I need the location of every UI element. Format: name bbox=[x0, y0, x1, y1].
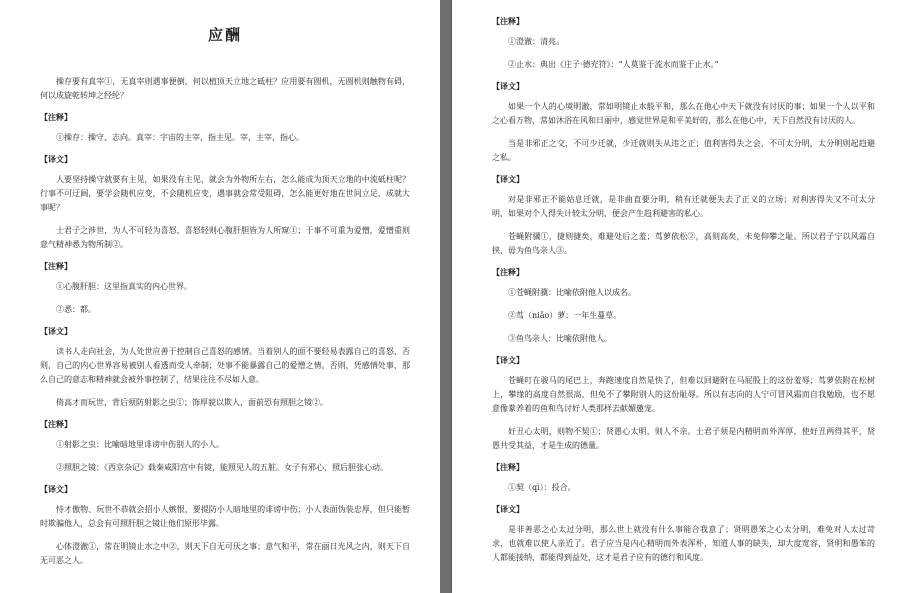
paragraph: ②止水：典出《庄子·德充符》：“人莫鉴于流水而鉴于止水。” bbox=[508, 60, 719, 69]
section-heading: 【译文】 bbox=[492, 355, 524, 365]
page-gutter bbox=[440, 0, 452, 593]
section-heading: 【译文】 bbox=[40, 326, 72, 336]
section-heading: 【注释】 bbox=[492, 16, 524, 26]
paragraph: 当是非邪正之交，不可少迁就，少迁就则失从违之正；值利害得失之会，不可太分明，太分明则起趋避之私。 bbox=[492, 139, 875, 162]
paragraph: 心体澄澈①，常在明镜止水之中②，则天下自无可厌之事；意气和平，常在丽日光风之内，则天下自无可恶之人。 bbox=[40, 542, 410, 565]
section-heading: 【译文】 bbox=[492, 174, 524, 184]
paragraph: ①契（qì）：投合。 bbox=[508, 483, 576, 492]
paragraph: ②照胆之镜：《西京杂记》载秦咸阳宫中有镜，能照见人的五脏。女子有邪心，照后胆张心动。 bbox=[56, 463, 388, 472]
left-page-content bbox=[40, 75, 410, 568]
paragraph: 读书人走向社会，为人处世应善于控制自己喜怒的感情。当着别人的面不要轻易表露自己的喜怒，否则，自己的内心世界容易被别人看透而受人牵制；处事不能暴露自己的爱憎之情。否则，凭感情处事，那么自己的意志和精神就会被外事控制了，结果往往不尽如人意。 bbox=[40, 347, 410, 384]
paragraph: 苍蝇附骥①，捷则捷矣，难避处后之羞；茑萝依松②，高则高矣，未免仰攀之耻。所以君子宁以风霜自挟，毋为鱼鸟亲人③。 bbox=[492, 232, 875, 255]
section-heading: 【译文】 bbox=[492, 81, 524, 91]
paragraph: 士君子之涉世，为人不可轻为喜怒，喜怒轻则心腹肝胆皆为人所窥①；于事不可重为爱憎，爱憎重则意气精神悉为物所制②。 bbox=[40, 226, 410, 249]
section-heading: 【译文】 bbox=[40, 154, 72, 164]
paragraph: 好丑心太明，则物不契①；贤愚心太明，则人不亲。士君子须是内精明而外浑厚，使好丑两得其平，贤愚共受其益，才是生成的德量。 bbox=[492, 427, 875, 450]
paragraph: 倚高才而玩世，背后须防射影之虫①；饰厚貌以欺人，面前恐有照胆之镜②。 bbox=[56, 398, 328, 407]
paragraph: ①澄澈：清亮。 bbox=[508, 37, 564, 46]
paragraph: 对是非邪正不能姑息迁就，是非曲直要分明，稍有迁就便失去了正义的立场；对利害得失又不可太分明，如果对个人得失计较太分明，便会产生趋利避害的私心。 bbox=[492, 195, 875, 218]
section-heading: 【译文】 bbox=[40, 484, 72, 494]
section-heading: 【注释】 bbox=[40, 112, 72, 122]
paragraph: 苍蝇叮在骏马的尾巴上，奔跑速度自然是快了，但难以回避附在马屁股上的这份羞辱；茑萝依附在松树上，攀缘的高度自然很高，但免不了攀附别人的这份耻辱。所以有志向的人宁可冒风霜而自我勉励，也不愿意像豢养着的鱼和鸟讨好人类那样去献媚邀宠。 bbox=[492, 376, 875, 413]
paragraph: 如果一个人的心境明澈，常如明镜止水般平和，那么在他心中天下就没有讨厌的事；如果一个人以平和之心看万物，常如沐浴在风和日丽中，感觉世界是和平美好的，那么在他心中，天下自然没有讨厌的人。 bbox=[492, 102, 875, 125]
paragraph: 操存要有真宰①，无真宰则遇事便倒，何以植顶天立地之砥柱？应用要有圆机，无圆机则触物有碍，何以成旋乾转坤之经纶？ bbox=[40, 77, 410, 100]
right-page bbox=[452, 0, 899, 593]
paragraph: ①射影之虫：比喻暗地里诽谤中伤别人的小人。 bbox=[56, 440, 224, 449]
section-heading: 【注释】 bbox=[492, 462, 524, 472]
section-heading: 【注释】 bbox=[492, 267, 524, 277]
left-page bbox=[0, 0, 440, 593]
paragraph: 恃才傲物、玩世不恭就会招小人嫉恨，要提防小人暗地里的诽谤中伤；小人表面伪装忠厚，但只能暂时欺骗他人，总会有可照肝胆之镜让他们原形毕露。 bbox=[40, 505, 410, 528]
section-heading: 【译文】 bbox=[492, 504, 524, 514]
paragraph: ③鱼鸟亲人：比喻依附他人。 bbox=[508, 334, 612, 343]
paragraph: ①操存：操守、志向。真宰：宇宙的主宰，指主见。宰，主宰，指心。 bbox=[56, 133, 304, 142]
section-heading: 【注释】 bbox=[40, 419, 72, 429]
paragraph: ①苍蝇附骥：比喻依附他人以成名。 bbox=[508, 288, 636, 297]
paragraph: ②悉：都。 bbox=[56, 305, 96, 314]
paragraph: ①心腹肝胆：这里指真实的内心世界。 bbox=[56, 282, 192, 291]
section-heading: 【注释】 bbox=[40, 261, 72, 271]
paragraph: ②茑（niǎo）萝：一年生蔓草。 bbox=[508, 311, 622, 320]
paragraph: 人要坚持操守就要有主见，如果没有主见，就会为外物所左右，怎么能成为顶天立地的中流砥柱呢？行事不可迂阔，要学会随机应变，不会随机应变，遇事就会常受阻碍，怎么能更好地在世间立足，成就大事呢？ bbox=[40, 175, 410, 212]
page-title: 应酬 bbox=[207, 26, 242, 44]
right-page-content bbox=[492, 16, 875, 565]
paragraph: 是非善恶之心太过分明，那么世上就没有什么事能合我意了；贤明愚笨之心太分明，难免对人太过苛求，也就难以使人亲近了。君子应当是内心精明而外表浑朴，知道人事的缺失，却大度宽容，贤明和愚笨的人都能接纳，都能得到益处，这才是君子应有的德行和风度。 bbox=[492, 525, 875, 562]
